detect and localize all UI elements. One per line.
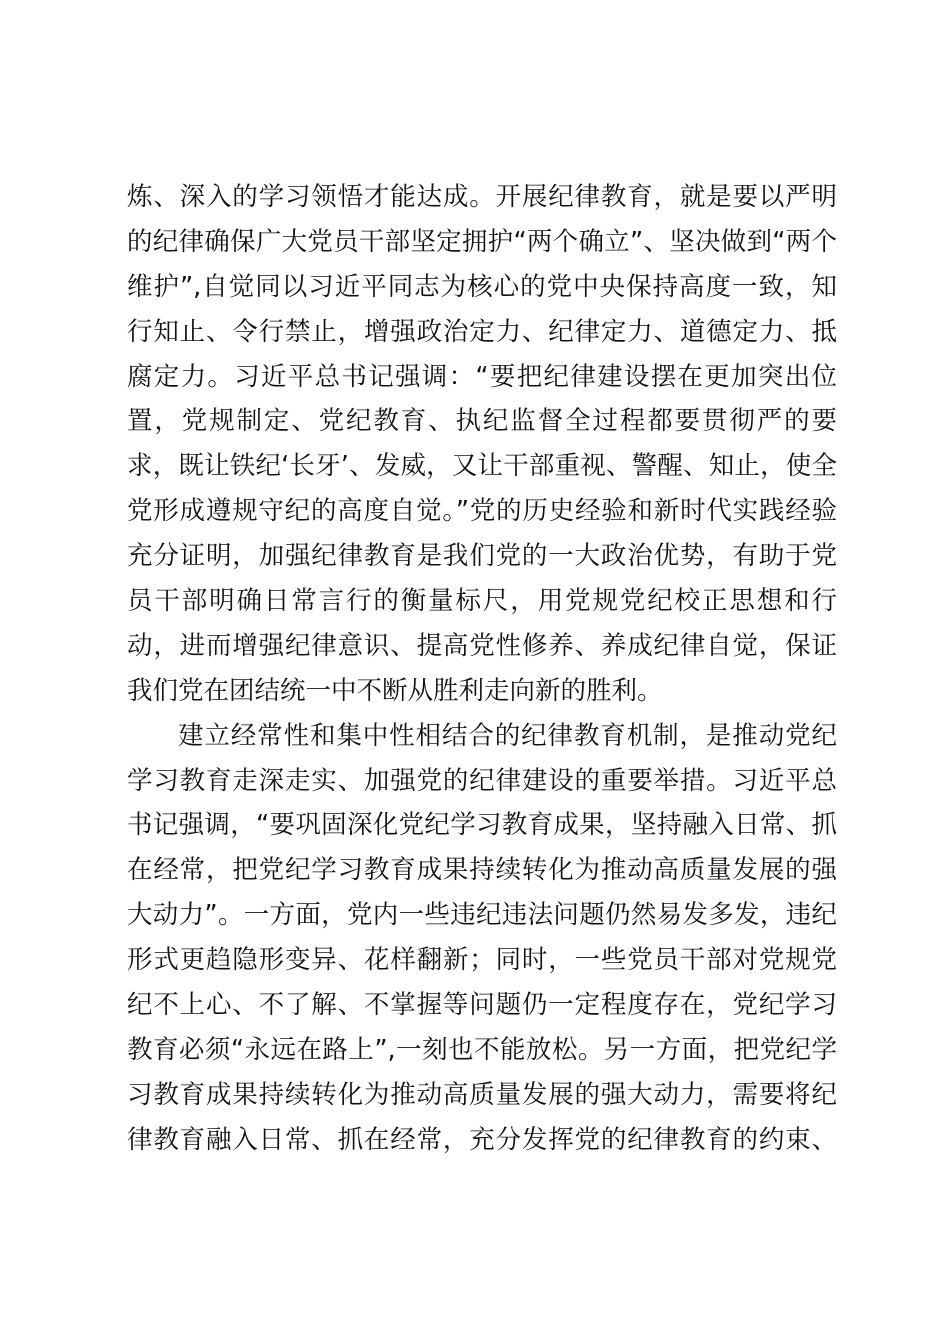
paragraph-last-line: 我们党在团结统一中不断从胜利走向新的胜利。 — [127, 675, 663, 706]
text-line: 员干部明确日常言行的衡量标尺，用党规党纪校正思想和行 — [127, 586, 837, 617]
text-line: 纪不上心、不了解、不掌握等问题仍一定程度存在，党纪学习 — [127, 990, 837, 1021]
text-line: 教育必须“永远在路上”,一刻也不能放松。另一方面，把党纪学 — [127, 1034, 837, 1065]
text-line: 求，既让铁纪‘长牙’、发威，又让干部重视、警醒、知止，使全 — [127, 451, 837, 482]
text-line: 充分证明，加强纪律教育是我们党的一大政治优势，有助于党 — [127, 541, 837, 572]
text-line: 置，党规制定、党纪教育、执纪监督全过程都要贯彻严的要 — [127, 406, 837, 437]
text-line: 在经常，把党纪学习教育成果持续转化为推动高质量发展的强 — [127, 855, 837, 886]
text-line: 学习教育走深走实、加强党的纪律建设的重要举措。习近平总 — [127, 765, 837, 796]
text-line: 的纪律确保广大党员干部坚定拥护“两个确立”、坚决做到“两个 — [127, 226, 837, 257]
text-line: 形式更趋隐形变异、花样翻新；同时，一些党员干部对党规党 — [127, 945, 837, 976]
text-line: 律教育融入日常、抓在经常，充分发挥党的纪律教育的约束、 — [127, 1124, 837, 1155]
body-text — [127, 175, 837, 1163]
text-line: 动，进而增强纪律意识、提高党性修养、养成纪律自觉，保证 — [127, 630, 837, 661]
text-line: 维护”,自觉同以习近平同志为核心的党中央保持高度一致，知 — [127, 271, 837, 302]
text-line: 炼、深入的学习领悟才能达成。开展纪律教育，就是要以严明 — [127, 182, 837, 212]
text-line: 大动力”。一方面，党内一些违纪违法问题仍然易发多发，违纪 — [127, 900, 837, 931]
text-line: 习教育成果持续转化为推动高质量发展的强大动力，需要将纪 — [127, 1079, 837, 1110]
text-line: 腐定力。习近平总书记强调：“要把纪律建设摆在更加突出位 — [127, 361, 837, 392]
text-line: 行知止、令行禁止，增强政治定力、纪律定力、道德定力、抵 — [127, 316, 837, 347]
paragraph-first-line: 建立经常性和集中性相结合的纪律教育机制，是推动党纪 — [178, 720, 837, 751]
text-line: 党形成遵规守纪的高度自觉。”党的历史经验和新时代实践经验 — [127, 496, 837, 527]
text-line: 书记强调，“要巩固深化党纪学习教育成果，坚持融入日常、抓 — [127, 810, 837, 841]
